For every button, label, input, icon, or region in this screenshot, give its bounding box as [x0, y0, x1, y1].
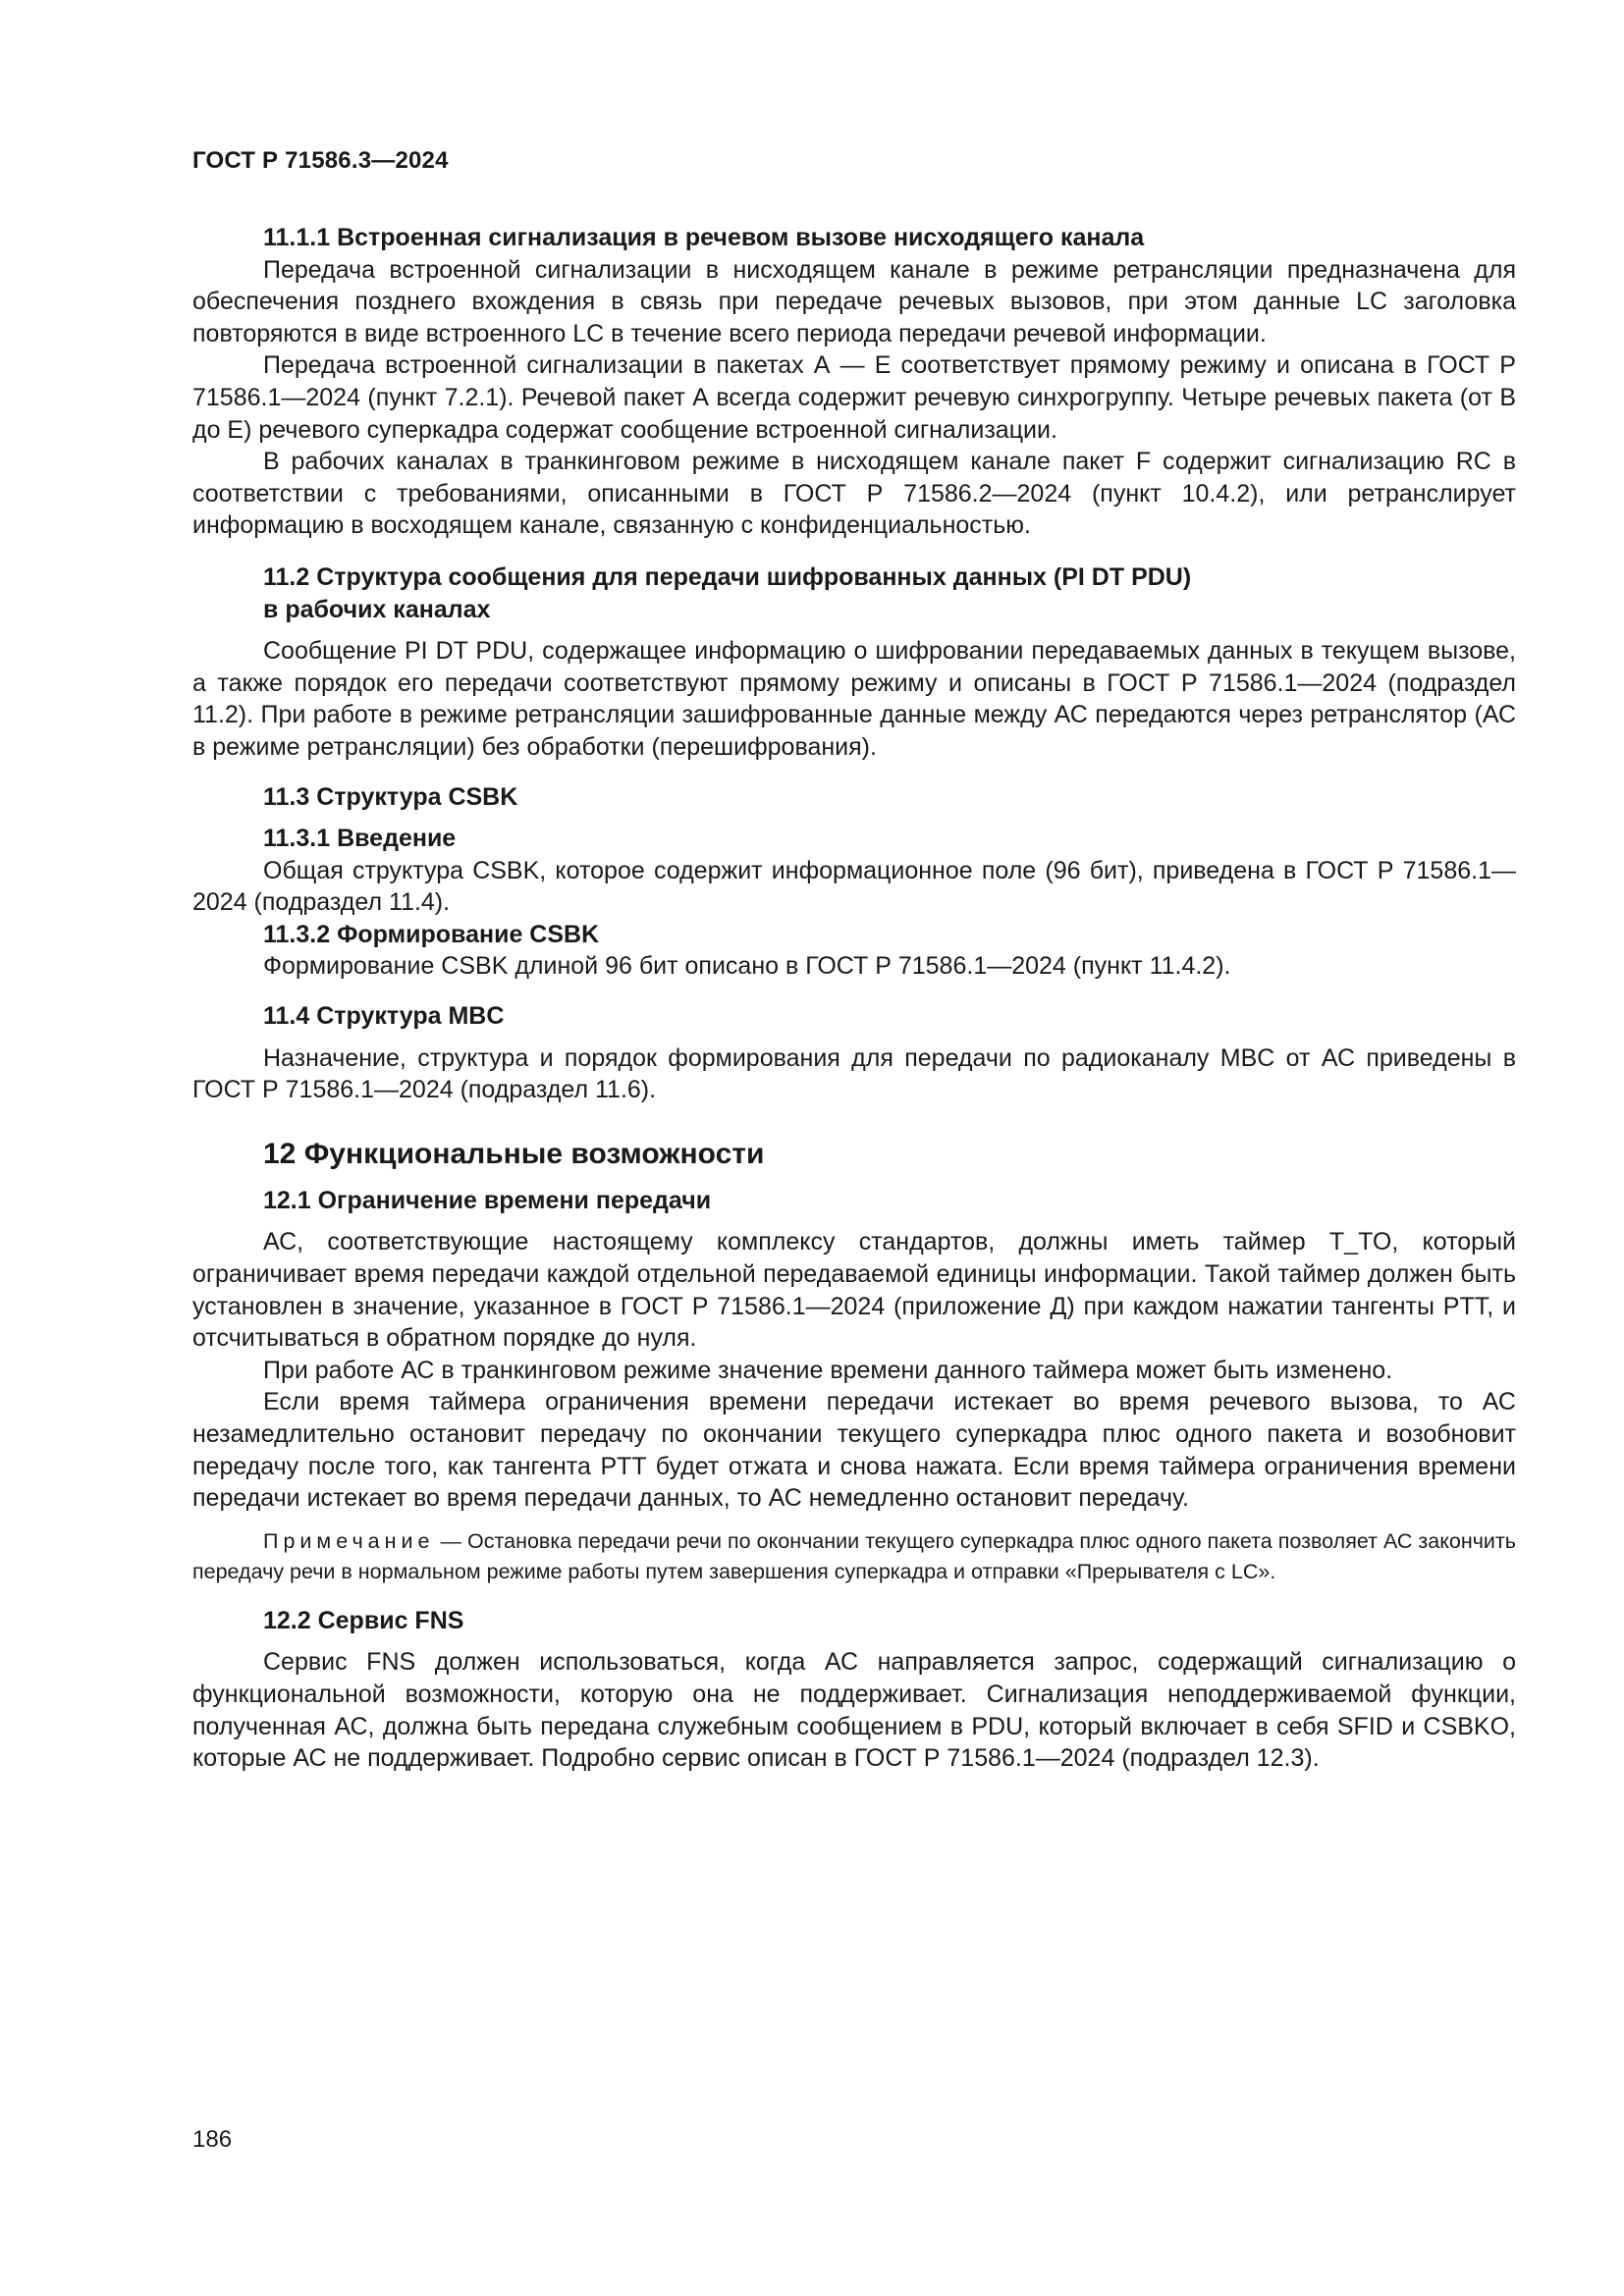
- heading-11-1-1: 11.1.1 Встроенная сигнализация в речевом вызове нисходящего канала: [263, 224, 1145, 251]
- paragraph: Общая структура CSBK, которое содержит информационное поле (96 бит), приведена в ГОСТ Р 71586.1—2024 (подраздел 11.4).: [192, 856, 1516, 917]
- heading-11-3-1: 11.3.1 Введение: [263, 825, 457, 853]
- heading-11-3: 11.3 Структура CSBK: [263, 782, 518, 811]
- heading-11-2: [263, 561, 1516, 625]
- note-label: Примечание: [263, 1528, 435, 1553]
- document-body: [192, 222, 1516, 1775]
- paragraph: Сервис FNS должен использоваться, когда АС направляется запрос, содержащий сигнализацию о функциональной возможности, которую она не поддерживает. Сигнализация неподдерживаемой функции, полученная АС, должна быть передана служебным сообщением в PDU, который включает в себя SFID и CSBKO, которые АС не поддерживает. Подробно сервис описан в ГОСТ Р 71586.1—2024 (подраздел 12.3).: [192, 1648, 1516, 1773]
- heading-12: 12 Функциональные возможности: [263, 1137, 765, 1170]
- note-text: — Остановка передачи речи по окончании текущего суперкадра плюс одного пакета позволяет АС закончить передачу речи в нормальном режиме работы путем завершения суперкадра и отправки «Прерывателя с LC».: [192, 1528, 1516, 1583]
- paragraph: Формирование CSBK длиной 96 бит описано в ГОСТ Р 71586.1—2024 (пункт 11.4.2).: [263, 952, 1231, 981]
- paragraph: В рабочих каналах в транкинговом режиме в нисходящем канале пакет F содержит сигнализацию RC в соответствии с требованиями, описанными в ГОСТ Р 71586.2—2024 (пункт 10.4.2), или ретранслирует информацию в восходящем канале, связанную с конфиденциальностью.: [192, 448, 1516, 540]
- heading-11-2-line1: 11.2 Структура сообщения для передачи шифрованных данных (PI DT PDU): [263, 562, 1192, 591]
- paragraph: Если время таймера ограничения времени передачи истекает во время речевого вызова, то АС незамедлительно остановит передачу по окончании текущего суперкадра плюс одного пакета и возобновит передачу после того, как тангента PTT будет отжата и снова нажата. Если время таймера ограничения времени передачи истекает во время передачи данных, то АС немедленно остановит передачу.: [192, 1388, 1516, 1513]
- note: [192, 1526, 1516, 1587]
- paragraph: Назначение, структура и порядок формирования для передачи по радиоканалу MBC от АС приведены в ГОСТ Р 71586.1—2024 (подраздел 11.6).: [192, 1043, 1516, 1104]
- page-number: 186: [192, 2126, 233, 2153]
- paragraph: Передача встроенной сигнализации в нисходящем канале в режиме ретрансляции предназначена для обеспечения позднего вхождения в связь при передаче речевых вызовов, при этом данные LC заголовка повторяются в виде встроенного LC в течение всего периода передачи речевой информации.: [192, 255, 1516, 347]
- heading-11-4: 11.4 Структура MBC: [263, 1002, 505, 1031]
- heading-11-3-2: 11.3.2 Формирование CSBK: [263, 920, 600, 948]
- heading-12-1: 12.1 Ограничение времени передачи: [263, 1186, 712, 1214]
- paragraph: Передача встроенной сигнализации в пакетах А — Е соответствует прямому режиму и описана в ГОСТ Р 71586.1—2024 (пункт 7.2.1). Речевой пакет А всегда содержит речевую синхрогруппу. Четыре речевых пакета (от В до Е) речевого суперкадра содержат сообщение встроенной сигнализации.: [192, 351, 1516, 444]
- paragraph: Сообщение PI DT PDU, содержащее информацию о шифровании передаваемых данных в текущем вызове, а также порядок его передачи соответствуют прямому режиму и описаны в ГОСТ Р 71586.1—2024 (подраздел 11.2). При работе в режиме ретрансляции зашифрованные данные между АС передаются через ретранслятор (АС в режиме ретрансляции) без обработки (перешифрования).: [192, 637, 1516, 761]
- paragraph: АС, соответствующие настоящему комплексу стандартов, должны иметь таймер T_TO, который ограничивает время передачи каждой отдельной передаваемой единицы информации. Такой таймер должен быть установлен в значение, указанное в ГОСТ Р 71586.1—2024 (приложение Д) при каждом нажатии тангенты PTT, и отсчитываться в обратном порядке до нуля.: [192, 1228, 1516, 1353]
- standard-designation: ГОСТ Р 71586.3—2024: [192, 147, 449, 174]
- document-header: [192, 147, 449, 175]
- heading-12-2: 12.2 Сервис FNS: [263, 1606, 464, 1634]
- heading-11-2-line2: в рабочих каналах: [263, 595, 491, 623]
- paragraph: При работе АС в транкинговом режиме значение времени данного таймера может быть изменено.: [263, 1356, 1393, 1384]
